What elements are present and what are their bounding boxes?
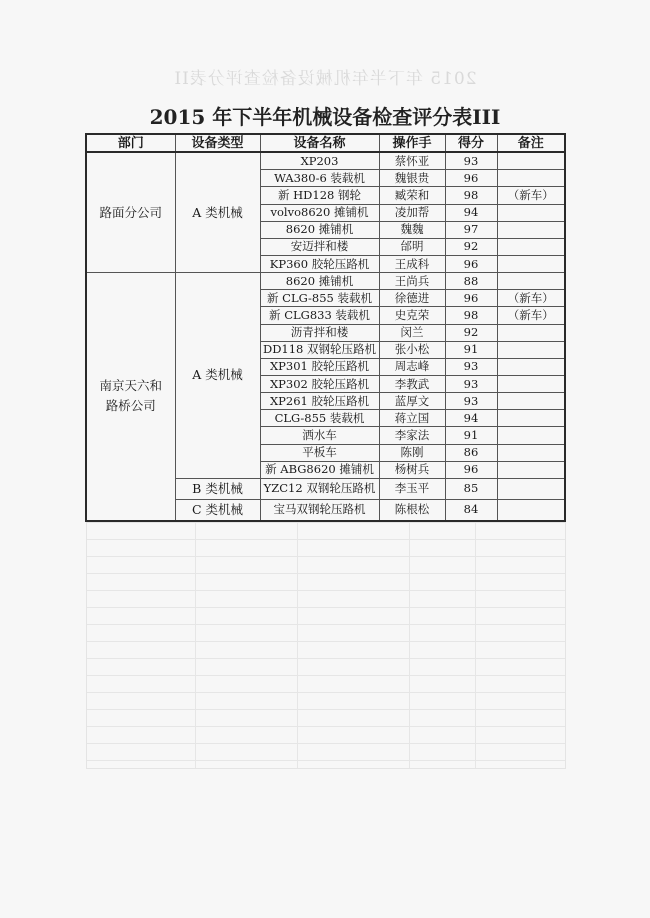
- equipment-name-cell: 新 ABG8620 摊铺机: [260, 461, 379, 478]
- score-cell: 85: [445, 478, 497, 499]
- equipment-name-cell: 沥青拌和楼: [260, 324, 379, 341]
- score-cell: 96: [445, 170, 497, 187]
- score-cell: 98: [445, 307, 497, 324]
- note-cell: [497, 461, 565, 478]
- note-cell: [497, 375, 565, 392]
- operator-cell: 王尚兵: [379, 273, 445, 290]
- equipment-name-cell: 宝马双钢轮压路机: [260, 499, 379, 521]
- score-cell: 94: [445, 204, 497, 221]
- operator-cell: 李教武: [379, 375, 445, 392]
- operator-cell: 周志峰: [379, 358, 445, 375]
- bleed-through-table: [86, 522, 566, 769]
- header-note: 备注: [497, 134, 565, 152]
- score-table: [85, 133, 566, 522]
- equipment-name-cell: volvo8620 摊铺机: [260, 204, 379, 221]
- score-cell: 96: [445, 290, 497, 307]
- note-cell: [497, 444, 565, 461]
- note-cell: [497, 221, 565, 238]
- equipment-name-cell: 洒水车: [260, 427, 379, 444]
- document-title: 2015 年下半年机械设备检查评分表III: [149, 105, 501, 129]
- note-cell: [497, 273, 565, 290]
- header-row: [86, 134, 565, 152]
- operator-cell: 臧荣和: [379, 187, 445, 204]
- score-cell: 86: [445, 444, 497, 461]
- score-cell: 91: [445, 341, 497, 358]
- operator-cell: 蒋立国: [379, 410, 445, 427]
- operator-cell: 魏魏: [379, 221, 445, 238]
- operator-cell: 邰明: [379, 238, 445, 255]
- equipment-name-cell: 安迈拌和楼: [260, 238, 379, 255]
- note-cell: [497, 170, 565, 187]
- operator-cell: 闵兰: [379, 324, 445, 341]
- operator-cell: 王成科: [379, 255, 445, 272]
- operator-cell: 徐德进: [379, 290, 445, 307]
- note-cell: （新车）: [497, 290, 565, 307]
- note-cell: [497, 324, 565, 341]
- type-cell: C 类机械: [175, 499, 260, 521]
- score-cell: 92: [445, 238, 497, 255]
- equipment-name-cell: 8620 摊铺机: [260, 273, 379, 290]
- score-cell: 93: [445, 375, 497, 392]
- note-cell: [497, 499, 565, 521]
- note-cell: （新车）: [497, 307, 565, 324]
- header-operator: 操作手: [379, 134, 445, 152]
- operator-cell: 蔡怀亚: [379, 152, 445, 170]
- table-body: [86, 152, 565, 521]
- equipment-name-cell: XP203: [260, 152, 379, 170]
- dept-name-line: 路桥公司: [105, 398, 156, 414]
- equipment-name-cell: 8620 摊铺机: [260, 221, 379, 238]
- operator-cell: 陈刚: [379, 444, 445, 461]
- header-type: 设备类型: [175, 134, 260, 152]
- equipment-name-cell: XP301 胶轮压路机: [260, 358, 379, 375]
- equipment-name-cell: 新 CLG-855 装载机: [260, 290, 379, 307]
- equipment-name-cell: XP261 胶轮压路机: [260, 393, 379, 410]
- note-cell: [497, 341, 565, 358]
- header-dept: 部门: [86, 134, 175, 152]
- score-cell: 91: [445, 427, 497, 444]
- equipment-name-cell: 平板车: [260, 444, 379, 461]
- note-cell: [497, 358, 565, 375]
- operator-cell: 史克荣: [379, 307, 445, 324]
- dept-cell: 路面分公司: [86, 152, 175, 272]
- score-cell: 96: [445, 255, 497, 272]
- operator-cell: 凌加帮: [379, 204, 445, 221]
- score-cell: 98: [445, 187, 497, 204]
- note-cell: [497, 393, 565, 410]
- score-cell: 88: [445, 273, 497, 290]
- operator-cell: 蓝厚文: [379, 393, 445, 410]
- score-cell: 93: [445, 393, 497, 410]
- header-score: 得分: [445, 134, 497, 152]
- note-cell: [497, 204, 565, 221]
- equipment-name-cell: CLG-855 装载机: [260, 410, 379, 427]
- score-cell: 94: [445, 410, 497, 427]
- operator-cell: 陈根松: [379, 499, 445, 521]
- operator-cell: 李家法: [379, 427, 445, 444]
- note-cell: （新车）: [497, 187, 565, 204]
- note-cell: [497, 410, 565, 427]
- score-cell: 93: [445, 358, 497, 375]
- operator-cell: 魏银贵: [379, 170, 445, 187]
- operator-cell: 杨树兵: [379, 461, 445, 478]
- operator-cell: 李玉平: [379, 478, 445, 499]
- equipment-name-cell: KP360 胶轮压路机: [260, 255, 379, 272]
- note-cell: [497, 478, 565, 499]
- score-cell: 93: [445, 152, 497, 170]
- score-cell: 96: [445, 461, 497, 478]
- note-cell: [497, 427, 565, 444]
- type-cell: A 类机械: [175, 273, 260, 479]
- type-cell: A 类机械: [175, 152, 260, 272]
- equipment-name-cell: 新 CLG833 装载机: [260, 307, 379, 324]
- equipment-name-cell: 新 HD128 钢轮: [260, 187, 379, 204]
- score-cell: 84: [445, 499, 497, 521]
- equipment-name-cell: XP302 胶轮压路机: [260, 375, 379, 392]
- score-cell: 92: [445, 324, 497, 341]
- bleed-through-title: 2015 年下半年机械设备检查评分表II: [173, 69, 477, 89]
- table-row: [86, 273, 565, 290]
- note-cell: [497, 152, 565, 170]
- score-cell: 97: [445, 221, 497, 238]
- equipment-name-cell: WA380-6 装载机: [260, 170, 379, 187]
- table-row: [86, 152, 565, 170]
- equipment-name-cell: YZC12 双钢轮压路机: [260, 478, 379, 499]
- dept-cell: [86, 273, 175, 521]
- equipment-name-cell: DD118 双钢轮压路机: [260, 341, 379, 358]
- operator-cell: 张小松: [379, 341, 445, 358]
- note-cell: [497, 238, 565, 255]
- dept-name-line: 南京天六和: [99, 378, 162, 394]
- note-cell: [497, 255, 565, 272]
- type-cell: B 类机械: [175, 478, 260, 499]
- header-name: 设备名称: [260, 134, 379, 152]
